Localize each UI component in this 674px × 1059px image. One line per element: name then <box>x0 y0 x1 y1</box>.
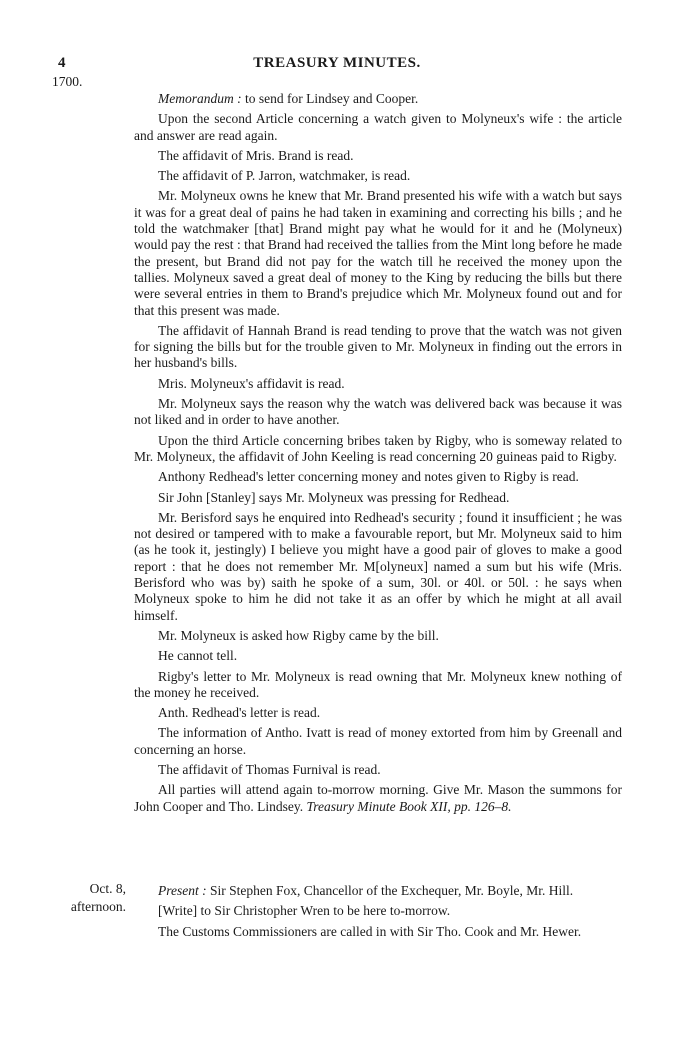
paragraph: Mr. Molyneux is asked how Rigby came by the bill. <box>158 627 439 643</box>
paragraph: Anth. Redhead's letter is read. <box>158 705 321 721</box>
date-line: Oct. 8, <box>89 881 126 896</box>
closing-paragraph <box>134 782 622 815</box>
margin-date <box>52 880 126 916</box>
paragraph-text: All parties will attend again to-morrow morning. Give Mr. Mason the summons for John Cooper and Tho. Lindsey. <box>134 782 622 814</box>
paragraph: The affidavit of Hannah Brand is read tending to prove that the watch was not given for signing the bills but for the trouble given to Mr. Molyneux in finding out the errors in her husband's bills. <box>134 322 622 371</box>
paragraph: [Write] to Sir Christopher Wren to be here to-morrow. <box>158 903 451 919</box>
paragraph: Sir John [Stanley] says Mr. Molyneux was pressing for Redhead. <box>158 489 510 505</box>
paragraph-text: to send for Lindsey and Cooper. <box>241 91 419 106</box>
paragraph: Upon the third Article concerning bribes taken by Rigby, who is someway related to Mr. Molyneux, the affidavit of John Keeling is read concerning 20 guineas paid to Rigby. <box>134 432 622 464</box>
paragraph: He cannot tell. <box>158 648 238 664</box>
paragraph: Upon the second Article concerning a watch given to Molyneux's wife : the article and answer are read again. <box>134 111 622 143</box>
running-head: TREASURY MINUTES. <box>253 55 421 71</box>
paragraph: The affidavit of Thomas Furnival is read. <box>158 761 381 777</box>
paragraph: Mris. Molyneux's affidavit is read. <box>158 375 345 391</box>
entry-body-2 <box>134 883 622 940</box>
paragraph: The information of Antho. Ivatt is read of money extorted from him by Greenall and concerning an horse. <box>134 725 622 757</box>
paragraph-text: Sir Stephen Fox, Chancellor of the Exchequer, Mr. Boyle, Mr. Hill. <box>206 883 574 898</box>
date-line: afternoon. <box>70 899 126 914</box>
paragraph: Mr. Molyneux owns he knew that Mr. Brand presented his wife with a watch but says it was for a great deal of pains he had taken in examining and correcting his bills ; and he told the watchmaker [that] Brand might pay what he would for it and he (Molyneux) would pay the rest : that Brand had received the tallies from the Mint long before he made the present, but Brand did not pay for the watch till he received the money upon the tallies. Molyneux saved a great deal of money to the King by reducing the bills but there were several entries in them to Brand's prejudice which Mr. Molyneux found out and for that this present was made. <box>134 188 622 318</box>
source-citation: Treasury Minute Book XII, pp. 126–8. <box>306 798 512 814</box>
paragraph: Rigby's letter to Mr. Molyneux is read owning that Mr. Molyneux knew nothing of the money he received. <box>134 668 622 700</box>
page-number: 4 <box>58 55 66 71</box>
paragraph: Anthony Redhead's letter concerning money and notes given to Rigby is read. <box>158 469 579 485</box>
memorandum-lead: Memorandum : <box>158 91 242 106</box>
memorandum-paragraph <box>134 91 622 107</box>
paragraph: The affidavit of Mris. Brand is read. <box>158 147 354 163</box>
paragraph: The Customs Commissioners are called in with Sir Tho. Cook and Mr. Hewer. <box>158 923 582 939</box>
paragraph: Mr. Berisford says he enquired into Redhead's security ; found it insufficient ; he was not desired or tampered with to make a favourable report, but Mr. Molyneux said to him (as he took it, jestingly) I believe you might have a good pair of gloves to make a good report : that he does not remember Mr. M[olyneux] named a sum but his wife (Mris. Berisford who was by) saith he spoke of a sum, 30l. or 40l. or 50l. : he says when Molyneux spoke to him he did not take it as an offer by which he might at all avail himself. <box>134 509 622 623</box>
paragraph: Mr. Molyneux says the reason why the watch was delivered back was because it was not liked and in order to have another. <box>134 396 622 428</box>
present-lead: Present : <box>158 883 207 898</box>
paragraph: The affidavit of P. Jarron, watchmaker, is read. <box>158 168 411 184</box>
margin-year: 1700. <box>52 74 83 89</box>
present-paragraph <box>134 883 622 899</box>
entry-body <box>134 91 622 815</box>
